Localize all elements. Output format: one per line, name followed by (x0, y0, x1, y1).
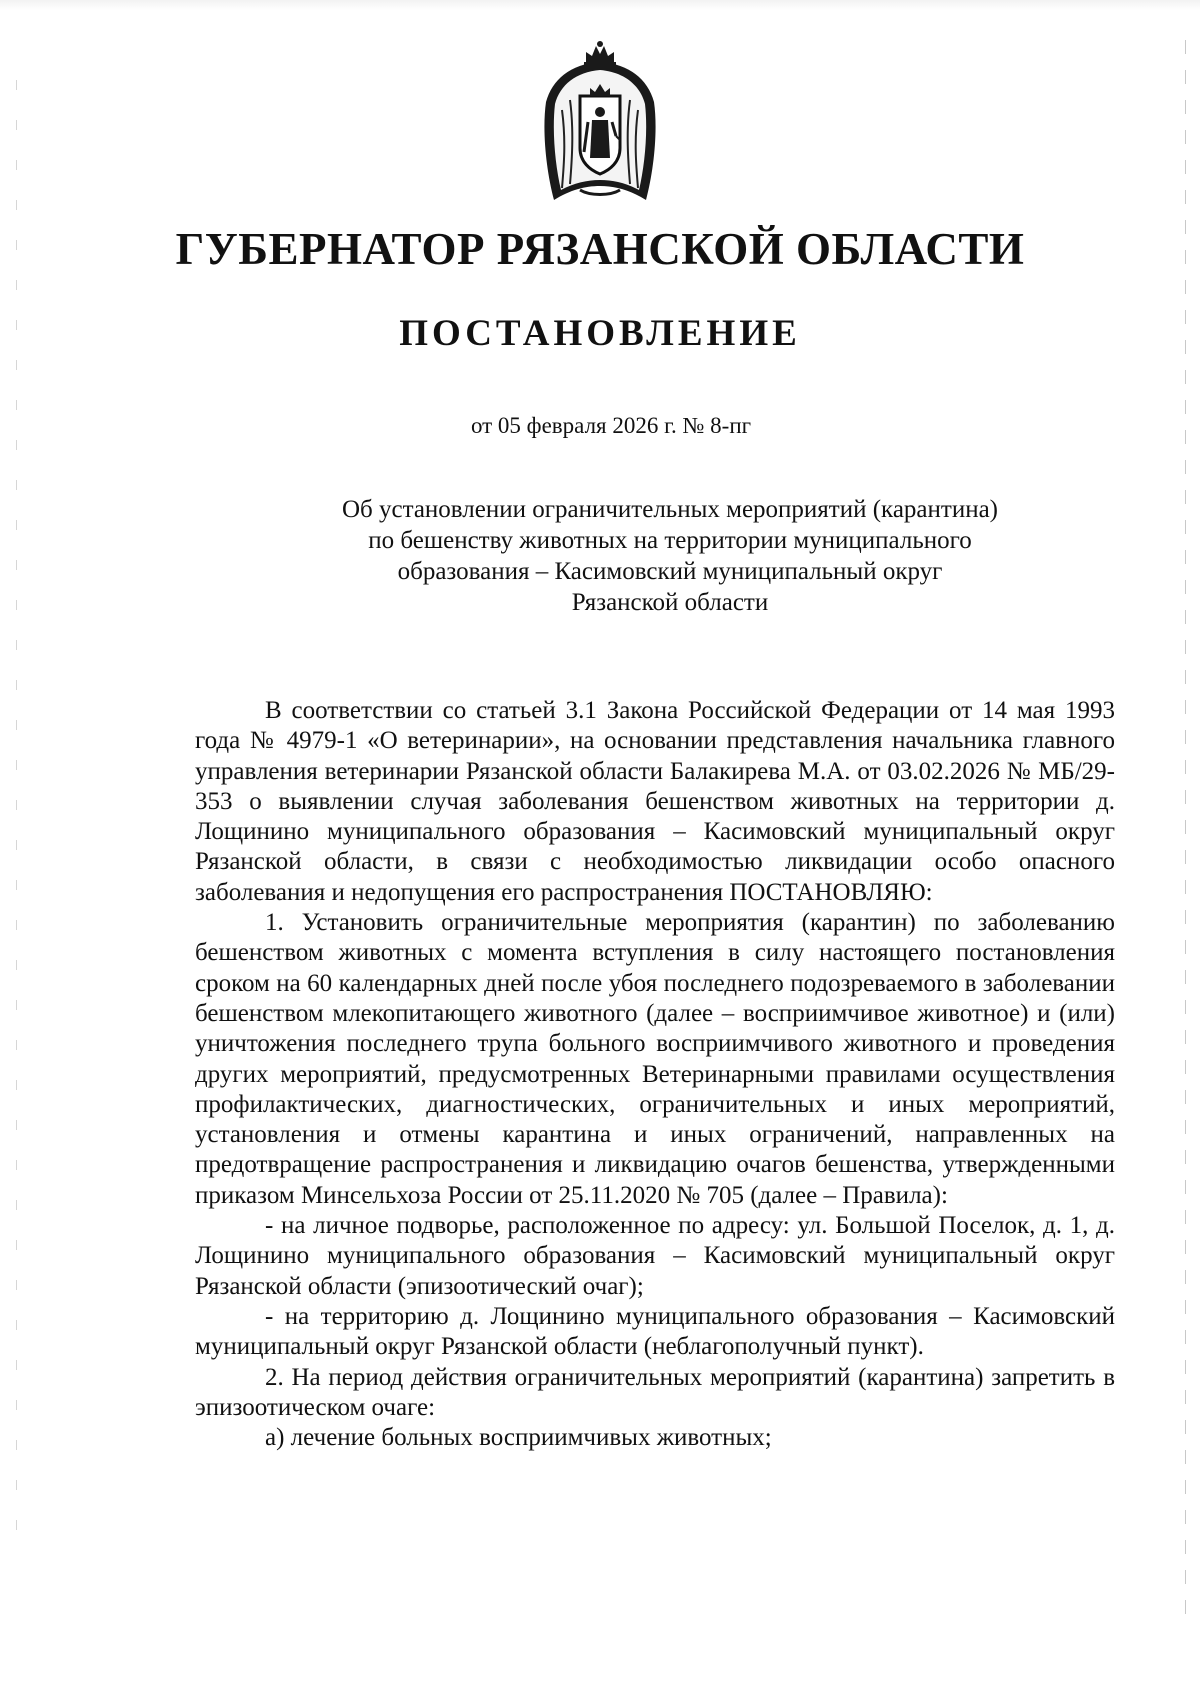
subject-line: Об установлении ограничительных мероприятий (карантина) (341, 496, 999, 523)
document-date-number: от 05 февраля 2026 г. № 8-пг (470, 413, 752, 438)
preamble-paragraph: В соответствии со статьей 3.1 Закона Российской Федерации от 14 мая 1993 года № 4979-1 «О ветеринарии», на основании представления начальника главного управления ветеринарии Рязанской области Балакирева М.А. от 03.02.2026 № МБ/29-353 о выявлении случая заболевания бешенством животных на территории д. Лощинино муниципального образования – Касимовский муниципальный округ Рязанской области, в связи с необходимостью ликвидации особо опасного заболевания и недопущения его распространения ПОСТАНОВЛЯЮ: (195, 697, 1115, 906)
scan-edge (0, 0, 1200, 10)
list-item-paragraph: - на личное подворье, расположенное по адресу: ул. Большой Поселок, д. 1, д. Лощинино муниципального образования – Касимовский муниципальный округ Рязанской области (эпизоотический очаг); (195, 1212, 1115, 1300)
issuing-authority: ГУБЕРНАТОР РЯЗАНСКОЙ ОБЛАСТИ (175, 224, 1025, 274)
clause-paragraph: 2. На период действия ограничительных мероприятий (карантина) запретить в эпизоотическом очаге: (195, 1363, 1115, 1421)
document-body (195, 696, 1115, 1453)
document-type-title: ПОСТАНОВЛЕНИЕ (399, 313, 801, 354)
list-item-paragraph: - на территорию д. Лощинино муниципального образования – Касимовский муниципальный округ Рязанской области (неблагополучный пункт). (195, 1302, 1115, 1361)
scan-edge (1185, 40, 1186, 1620)
subject-line: по бешенству животных на территории муниципального (368, 527, 972, 554)
coat-of-arms-icon (540, 40, 660, 215)
document-subject (280, 494, 1060, 618)
subject-line: образования – Касимовский муниципальный округ (397, 558, 943, 585)
clause-paragraph: 1. Установить ограничительные мероприятия (карантин) по заболеванию бешенством животных с момента вступления в силу настоящего постановления сроком на 60 календарных дней после убоя последнего подозреваемого в заболевании бешенством млекопитающего животного (далее – восприимчивое животное) и (или) уничтожения последнего трупа больного восприимчивого животного и проведения других мероприятий, предусмотренных Ветеринарными правилами осуществления профилактических, диагностических, ограничительных и иных мероприятий, установления и отмены карантина и иных ограничений, направленных на предотвращение распространения и ликвидацию очагов бешенства, утвержденными приказом Минсельхоза России от 25.11.2020 № 705 (далее – Правила): (195, 909, 1115, 1209)
scan-edge (16, 80, 17, 1530)
subject-line: Рязанской области (571, 589, 769, 616)
sub-clause-paragraph: а) лечение больных восприимчивых животных; (265, 1424, 772, 1452)
